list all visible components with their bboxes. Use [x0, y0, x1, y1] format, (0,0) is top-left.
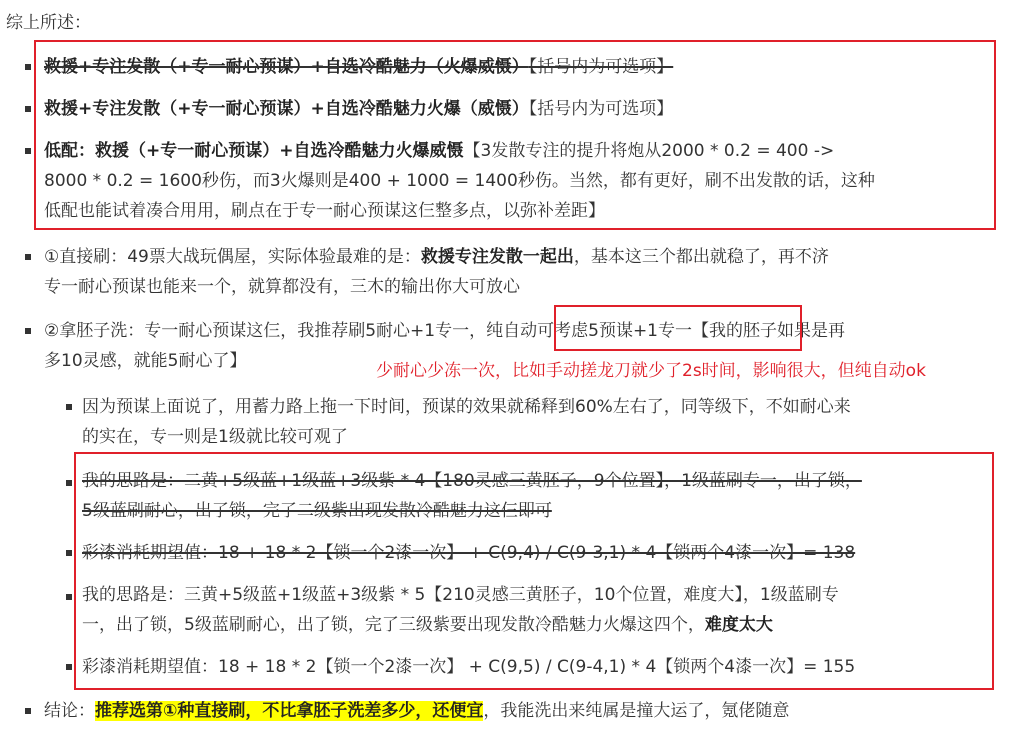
page-heading: 综上所述： [6, 13, 91, 33]
sub-item-1 [82, 392, 851, 452]
sub-bullet-marker [66, 480, 72, 486]
item-4-text-a: ①直接刷：49票大战玩偶屋，实际体验最难的是： [44, 247, 421, 267]
item-5-boxed-text: 纯自动可考虑5预谋+1专一 [486, 321, 693, 341]
item-3-line-3: 低配也能试着凑合用用，刷点在于专一耐心预谋这仨整多点，以弥补差距】 [44, 201, 605, 221]
sub-item-2 [82, 466, 862, 526]
list-item-4 [44, 242, 829, 302]
bullet-marker [25, 254, 31, 260]
sub-bullet-marker [66, 404, 72, 410]
item-3-bold: 低配：救援（+专一耐心预谋）+自选冷酷魅力火爆威慑 [44, 141, 464, 161]
sub-bullet-marker [66, 550, 72, 556]
sub-item-4-line-1: 我的思路是：三黄+5级蓝+1级蓝+3级紫 * 5【210灵感三黄胚子，10个位置，难度大】，1级蓝刷专 [82, 585, 839, 605]
sub-item-1-line-1: 因为预谋上面说了，用蓄力路上拖一下时间，预谋的效果就稀释到60%左右了，同等级下，不如耐心来 [82, 397, 851, 417]
item-1-bold: 救援+专注发散（+专一耐心预谋）+自选冷酷魅力（火爆威慑） [44, 57, 529, 77]
sub-item-3-line-1: 彩漆消耗期望值：18 + 18 * 2【锁一个2漆一次】 + C(9,4) / C(9-3,1) * 4【锁两个4漆一次】= 138 [82, 543, 856, 563]
item-4-text-c: ，基本这三个都出就稳了，再不济 [573, 247, 829, 267]
item-3-line-1: 【3发散专注的提升将炮从2000 * 0.2 = 400 -> [463, 141, 835, 161]
sub-item-4-line-2: 一，出了锁，5级蓝刷耐心，出了锁，完了三级紫要出现发散冷酷魅力火爆这四个， [82, 615, 705, 635]
item-2-bold: 救援+专注发散（+专一耐心预谋）+自选冷酷魅力火爆（威慑） [44, 99, 529, 119]
conclusion-highlight: 推荐选第①种直接刷，不比拿胚子洗差多少，还便宜 [95, 701, 484, 721]
bullet-marker [25, 64, 31, 70]
item-1-rest: 【括号内为可选项】 [528, 57, 674, 77]
conclusion-item [44, 696, 789, 726]
item-2-rest: 【括号内为可选项】 [528, 99, 674, 119]
sub-item-5 [82, 652, 855, 682]
sub-item-2-line-1: 我的思路是：二黄+5级蓝+1级蓝+3级紫 * 4【180灵感三黄胚子，9个位置】，1级蓝刷专一，出了锁， [82, 471, 862, 491]
highlight-box-2 [554, 305, 802, 351]
sub-item-2-line-2: 5级蓝刷耐心，出了锁，完了二级紫出现发散冷酷魅力这仨即可 [82, 501, 552, 521]
list-item-3 [44, 136, 984, 226]
item-5-line-2: 多10灵感，就能5耐心了】 [44, 351, 247, 371]
bullet-marker [25, 708, 31, 714]
sub-item-5-line-1: 彩漆消耗期望值：18 + 18 * 2【锁一个2漆一次】 + C(9,5) / C(9-4,1) * 4【锁两个4漆一次】= 155 [82, 657, 856, 677]
item-5-text-c: 【我的胚子如果是再 [692, 321, 846, 341]
sub-item-4-bold: 难度太大 [704, 615, 773, 635]
item-4-line-2: 专一耐心预谋也能来一个，就算都没有，三木的输出你大可放心 [44, 277, 520, 297]
item-3-line-2: 8000 * 0.2 = 1600秒伤，而3火爆则是400 + 1000 = 1400秒伤。当然，都有更好，刷不出发散的话，这种 [44, 171, 875, 191]
sub-item-1-line-2: 的实在，专一则是1级就比较可观了 [82, 427, 348, 447]
conclusion-label: 结论： [44, 701, 95, 721]
red-annotation: 少耐心少冻一次，比如手动搓龙刀就少了2s时间，影响很大，但纯自动ok [376, 361, 926, 381]
bullet-marker [25, 106, 31, 112]
sub-bullet-marker [66, 594, 72, 600]
conclusion-rest: ，我能洗出来纯属是撞大运了，氪佬随意 [483, 701, 790, 721]
list-item-1 [44, 52, 673, 82]
sub-item-4 [82, 580, 839, 640]
bullet-marker [25, 328, 31, 334]
sub-bullet-marker [66, 664, 72, 670]
list-item-2 [44, 94, 673, 124]
item-4-bold: 救援专注发散一起出 [420, 247, 574, 267]
bullet-marker [25, 148, 31, 154]
item-5-text-a: ②拿胚子洗：专一耐心预谋这仨，我推荐刷5耐心+1专一， [44, 321, 487, 341]
sub-item-3 [82, 538, 855, 568]
